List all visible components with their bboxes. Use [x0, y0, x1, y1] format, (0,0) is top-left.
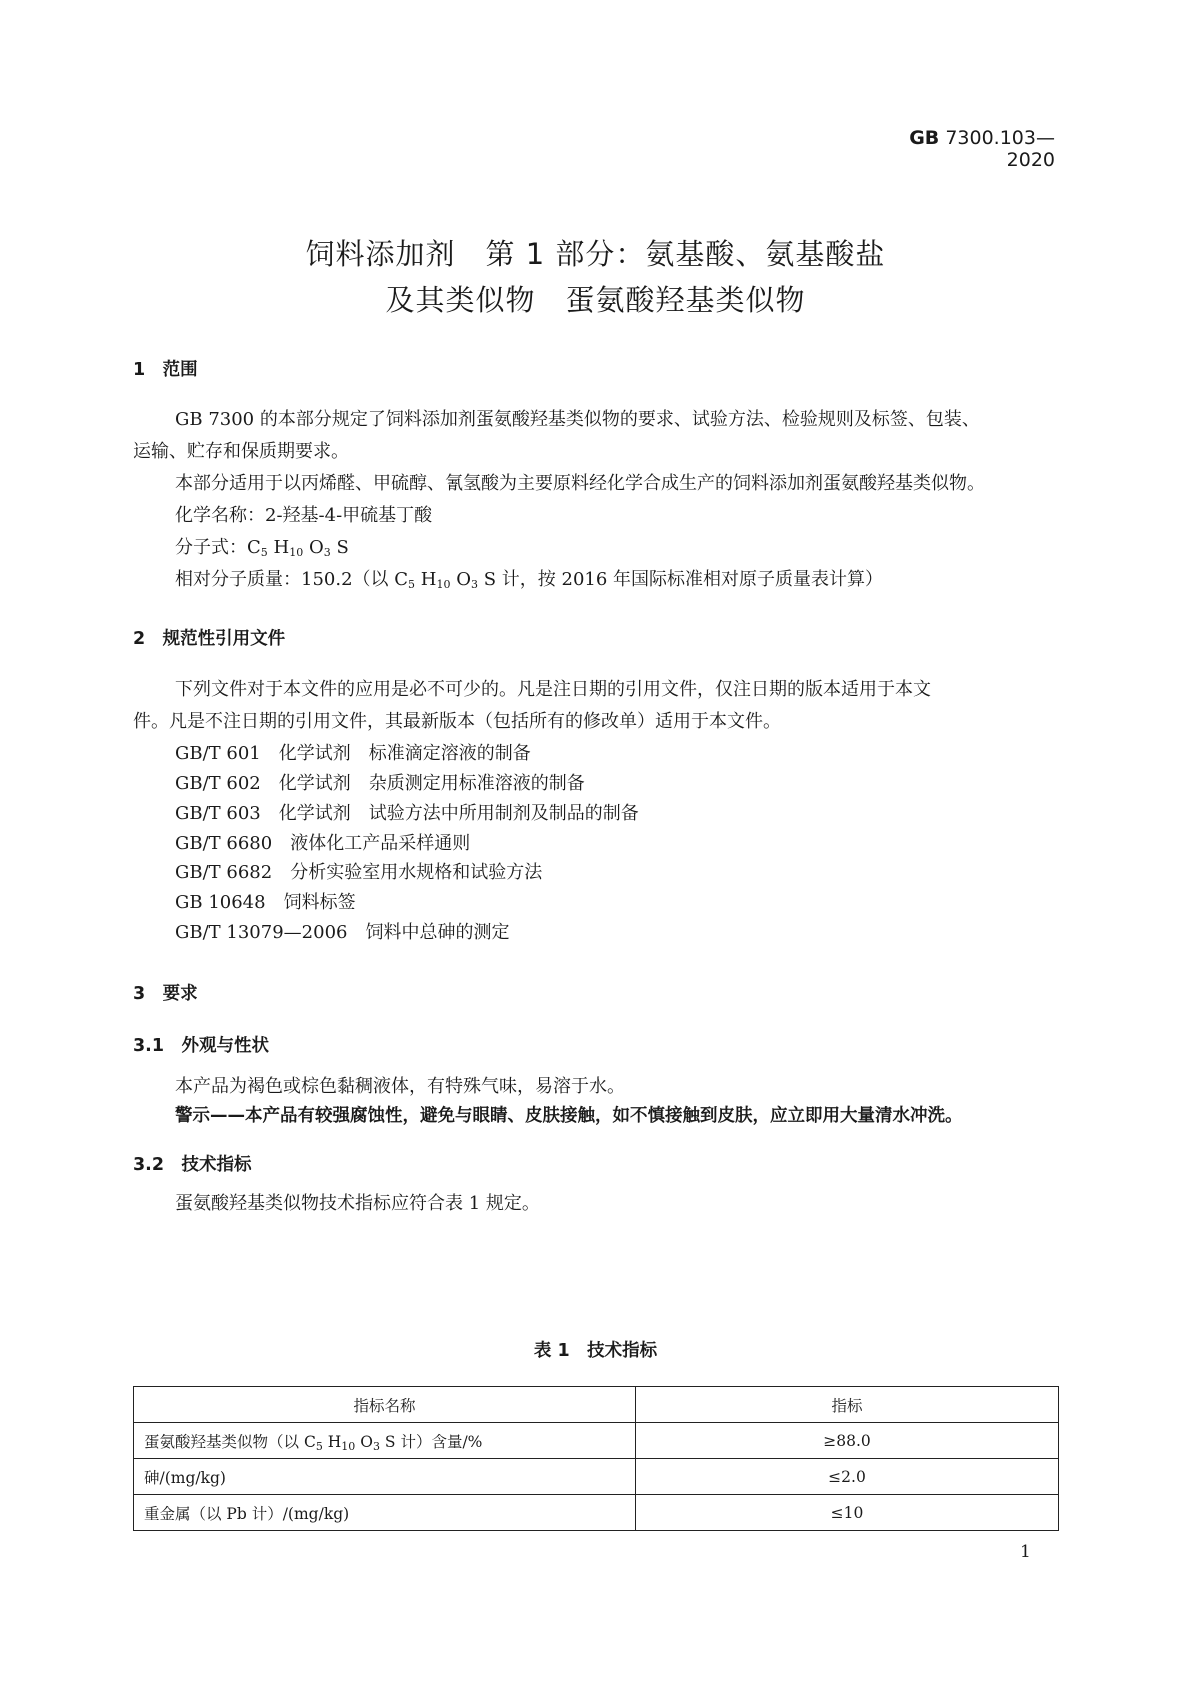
- row1-formula-o-sub: 3: [372, 1439, 380, 1453]
- reference-item: GB/T 601 化学试剂 标准滴定溶液的制备: [175, 743, 531, 764]
- reference-item: GB/T 602 化学试剂 杂质测定用标准溶液的制备: [175, 773, 585, 794]
- page-number: 1: [1020, 1542, 1031, 1562]
- standard-number: [870, 127, 1055, 171]
- indicator-value: ≥88.0: [636, 1423, 1059, 1459]
- formula-s: S: [336, 537, 349, 558]
- table-caption: 表 1 技术指标: [533, 1341, 658, 1361]
- row1-formula-s: S: [384, 1432, 396, 1451]
- relative-molecular-mass: [175, 564, 1101, 596]
- reference-item: GB/T 6680 液体化工产品采样通则: [175, 833, 471, 854]
- indicator-value: ≤10: [636, 1495, 1059, 1531]
- formula-h-sub: 10: [289, 546, 304, 559]
- mass-formula-o: O: [456, 569, 471, 590]
- standard-prefix: GB: [909, 127, 940, 149]
- chemical-name: 化学名称：2-羟基-4-甲硫基丁酸: [175, 505, 433, 526]
- indicator-name: 重金属（以 Pb 计）/(mg/kg): [134, 1495, 636, 1531]
- formula-o: O: [308, 537, 324, 558]
- references-intro-line-2: 件。凡是不注日期的引用文件，其最新版本（包括所有的修改单）适用于本文件。: [133, 711, 781, 732]
- reference-item: GB/T 6682 分析实验室用水规格和试验方法: [175, 862, 543, 883]
- table-row: [134, 1495, 1059, 1531]
- formula-label: 分子式：: [175, 537, 247, 558]
- formula-c-sub: 5: [260, 546, 268, 559]
- table-row: [134, 1459, 1059, 1495]
- molecular-formula: [175, 532, 1101, 564]
- indicator-name: [134, 1423, 636, 1459]
- mass-formula-h-sub: 10: [436, 578, 451, 591]
- scope-paragraph-line-2: 运输、贮存和保质期要求。: [133, 441, 349, 462]
- row1-formula-c: C: [303, 1432, 316, 1451]
- technical-indicators-text: 蛋氨酸羟基类似物技术指标应符合表 1 规定。: [175, 1193, 540, 1214]
- scope-paragraph-line-1: GB 7300 的本部分规定了饲料添加剂蛋氨酸羟基类似物的要求、试验方法、检验规则及标签、包装、: [175, 409, 980, 430]
- row1-formula-h: H: [327, 1432, 342, 1451]
- mass-formula-c-sub: 5: [408, 578, 416, 591]
- mass-prefix: 相对分子质量：150.2（以: [175, 569, 389, 590]
- warning-text: 警示——本产品有较强腐蚀性，避免与眼睛、皮肤接触，如不慎接触到皮肤，应立即用大量清水冲洗。: [175, 1106, 963, 1126]
- references-intro-line-1: 下列文件对于本文件的应用是必不可少的。凡是注日期的引用文件，仅注日期的版本适用于本文: [175, 679, 931, 700]
- table-header-row: [134, 1387, 1059, 1423]
- formula-o-sub: 3: [323, 546, 331, 559]
- row1-formula-o: O: [360, 1432, 373, 1451]
- mass-formula-h: H: [420, 569, 437, 590]
- mass-formula-c: C: [394, 569, 409, 590]
- mass-formula-o-sub: 3: [470, 578, 478, 591]
- section-1-heading: 1 范围: [133, 360, 198, 380]
- mass-formula-s: S: [483, 569, 497, 590]
- document-title-line-1: 饲料添加剂 第 1 部分：氨基酸、氨基酸盐: [305, 237, 886, 271]
- row1-name-suffix: 计）含量/%: [400, 1432, 483, 1451]
- row1-formula-c-sub: 5: [315, 1439, 323, 1453]
- formula-h: H: [273, 537, 290, 558]
- applicability-paragraph: 本部分适用于以丙烯醛、甲硫醇、氰氢酸为主要原料经化学合成生产的饲料添加剂蛋氨酸羟基类似物。: [175, 473, 985, 494]
- section-2-heading: 2 规范性引用文件: [133, 629, 286, 649]
- formula-c: C: [247, 537, 261, 558]
- indicator-name: 砷/(mg/kg): [134, 1459, 636, 1495]
- row1-name-prefix: 蛋氨酸羟基类似物（以: [144, 1432, 300, 1451]
- document-title-line-2: 及其类似物 蛋氨酸羟基类似物: [385, 283, 806, 317]
- indicator-value: ≤2.0: [636, 1459, 1059, 1495]
- column-header-name: 指标名称: [134, 1387, 636, 1423]
- row1-formula-h-sub: 10: [341, 1439, 356, 1453]
- appearance-text: 本产品为褐色或棕色黏稠液体，有特殊气味，易溶于水。: [175, 1076, 625, 1097]
- column-header-value: 指标: [636, 1387, 1059, 1423]
- section-3-heading: 3 要求: [133, 984, 198, 1004]
- section-3-2-heading: 3.2 技术指标: [133, 1155, 252, 1175]
- mass-suffix: 计，按 2016 年国际标准相对原子质量表计算）: [501, 569, 884, 590]
- reference-item: GB/T 603 化学试剂 试验方法中所用制剂及制品的制备: [175, 803, 639, 824]
- reference-item: GB/T 13079—2006 饲料中总砷的测定: [175, 922, 510, 943]
- section-3-1-heading: 3.1 外观与性状: [133, 1036, 270, 1056]
- technical-indicators-table: [133, 1386, 1059, 1531]
- table-row: [134, 1423, 1059, 1459]
- reference-item: GB 10648 饲料标签: [175, 892, 356, 913]
- standard-code: 7300.103—2020: [945, 127, 1055, 171]
